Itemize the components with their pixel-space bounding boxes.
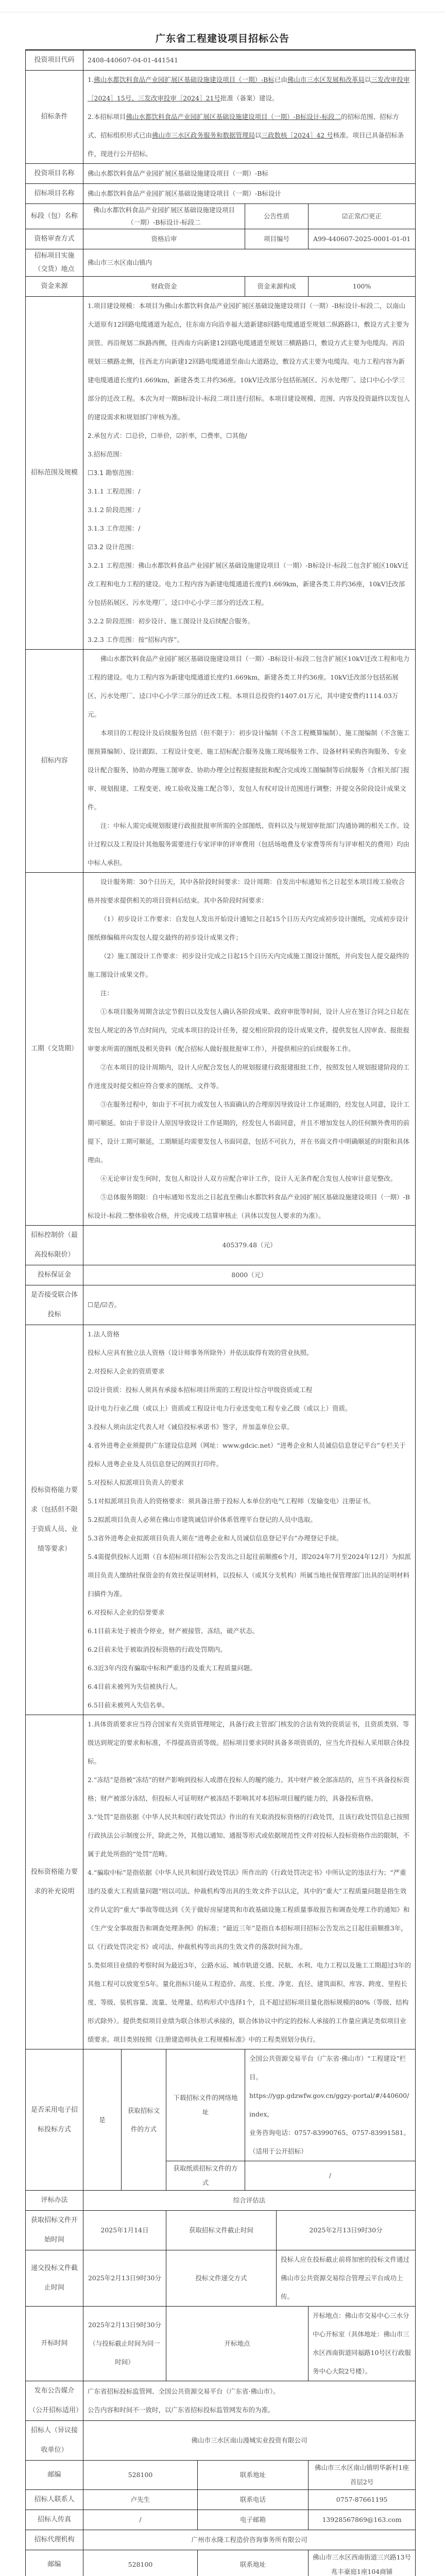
row-consortium [26,1285,416,1325]
content-paragraph: 本项目的工程设计及后续服务包括（但不限于）：初步设计编制（不含工程概算编制）、施工图编制（不含施工图预算编制）、设计跟踪、工程设计变更、施工招标配合服务及施工现场服务工作、设备材料采购咨询服务、专业设计配合服务，协助办理施工图审查、协助办理全过程报建报批和配合完成竣工图编制等后续服务（含相关部门报审、规划报建、工程变更、竣工验收及施工配合等），发包人有权对设计范围进行调整；并提交各阶段设计成果文件。 [88,724,411,817]
supplement-line: 1.具体资质要求应当符合国家有关资质管理规定，具备行政主管部门核发的合法有效的资质证书，且资质类别、等级达到规定的要求和标准，不得提高资质等级。招标项目要求同时具备多项资质的，应当允许投标人采用联合体投标。 [88,1715,411,1771]
requirement-line: 5.4需提供投标人近期（自本招标项目招标公告发出之日起往前顺推6个月，即2024年7月至2024年12月）为拟派项目负责人缴纳社保资金的有效社保证明材料，以投标人（或其分支机构）所属当地社保管理部门出具的证明材料扫描件为准。 [88,1548,411,1603]
label-opening-place: 开标地点 [166,2307,309,2381]
value-doc-start: 2025年1月14日 [83,2211,166,2250]
schedule-paragraph: ②在本项目的设计周期内，设计人应配合发包人的规划报建行政报建报批工作，按照发包人规划报建阶段的工作进度及时提交相应符合要求的图纸、文件等。 [88,1058,411,1095]
row-qualification [26,229,416,249]
scope-line: 3.1.1 工程范围：/ [88,482,411,501]
text: 以 [255,131,262,139]
content-paragraph: 注：中标人需完成规划报建行政报批报审所需的全部图纸、资料以及与规划审批部门沟通协调的相关工作。设计过程以及工程设计其他服务需要进行专家评审的评审费用（包括场地费及专家费等所有与评审相关的费用）均由中标人承担。 [88,817,411,872]
text: 批准（备案）建设。 [220,94,279,102]
approval-doc: 三政数核［2024］42 号 [262,131,333,139]
requirement-line: 6.2目前未处于被取消投标资格的行政处罚期内。 [88,1640,411,1659]
row-funding [26,277,416,297]
row-doc-period [26,2211,416,2250]
schedule-paragraph: ③在服务过程中，如由于不可抗力或发包人书面确认的合理原因导致设计工作延期的，经发包人同意，设计工期可顺延。如由于非设计人原因导致设计工作延期的，经发包人书面同意，并且不增加发包人的任何额外费用的前提下，设计工期可顺延，工期顺延均需要发包人书面同意，包括不可抗力，并在书面文件中明确顺延的时限和具体理由。 [88,1095,411,1170]
label-bidder-requirements: 投标资格能力要求（包括但不限于资质人员、业绩等要求） [26,1325,83,1715]
label-funding-composition: 资金来源构成 [245,277,309,297]
supplement-line: 2.“冻结”是指被“冻结”的财产影响到投标人或潜在投标人的履约能力。其中财产被全部冻结的，应当不具备投标资格；财产被部分冻结，但投标人可证明财产被冻结不影响其对本招标项目履约能力的，具备投标资格。 [88,1771,411,1808]
value-agency-postcode: 528100 [83,2550,198,2576]
value-tenderer: 佛山市三水区南山漫城实业投资有限公司 [83,2421,416,2461]
row-investment-code [26,50,416,71]
approval-authority: 佛山市三水区政务服务和数据管理局 [152,131,255,139]
label-schedule: 工期（交货期） [26,873,83,1226]
requirement-line: 6.对投标人企业的信誉要求 [88,1603,411,1622]
scope-line: 1.项目建设规模：本项目为佛山水都饮料食品产业园扩展区基础设施建设项目（一期）-B标设计-标段二，以南山大道原有12回路电缆通道为起点，往东南方向沿幸福大道新建8回路电缆通道至规划二纵路路口，敷设方式主要为顶管。再沿规划二纵路西侧，往西南方向新建12回路电缆通道至规划三横路路口，敷设方式主要为电缆沟。再沿规划三横路北侧，往西北方向新建12回路电缆通道至南山大道路边，敷设方式主要为电缆沟。电力工程内容为新建电缆通道长度约1.669km，新建各类工井约36座。10kV迁改部分包括拓展区、污水处理厂、迳口中心小学三部分的迁改工程。本次为对一期B标设计-标段二项目进行招标。本项目建设规模、范围、内容及投资最终以发包人的建设需求和规划部门审核为准。 [88,297,411,427]
scope-line: ☐3.1 勘察范围： [88,464,411,482]
text: 的招标范围、招标方式、招标组织形式已由 [88,113,399,139]
value-project-name: 佛山水都饮料食品产业园扩展区基础设施建设项目（一期）-B标设计 [83,184,416,204]
value-submission: 2025年2月13日9时30分 [83,2250,166,2307]
label-address: 联系地址 [198,2461,309,2490]
scope-line: 3.2.3 工作范围：按“招标内容”。 [88,631,411,649]
value-agency-address: 佛山市三水区西南街道三兴路13号兆丰豪庭1座104商铺 [309,2550,416,2576]
requirement-line: 投标人应具有独立法人资格（设计师事务所除外）并依法取得有效的营业执照。 [88,1344,411,1362]
value-supplement [83,1715,416,2049]
value-scope [83,297,416,650]
value-submission-method: 投标人应在投标截止前将加密的投标文件通过佛山市公共资源交易综合管理云平台成功上传。 [277,2250,416,2307]
value-opening: 2025年2月13日9时30分（与投标截止时间为同一时间） [83,2307,166,2381]
row-tenderer-postcode [26,2461,416,2490]
label-postcode: 邮编 [26,2461,83,2490]
supplement-line: 5.类似项目业绩的考察时间为最近3年，公路水运、城市轨道交通、民航、水利、电力工程以及施工工期超过3年的其他工程可以放宽至5年。量化指标只能从工程造价、高度、长度、净宽、直径、建筑面积、库容、跨度、里程长度、等级、装机容量、流量、处理量、结构形式中选择1个，且不超过招标项目量化指标规模的80%（等级、结构形式除外）。提供类似项目业绩为联合体形式承接的，联合体协议中约定的投标人承接的工作量应满足类似项目业绩要求。项目类别按照《注册建造师执业工程规模标准》中的工程类别划分执行。 [88,1956,411,2049]
label-notice-nature: 公告性质 [245,204,309,229]
row-media [26,2381,416,2421]
label-contact-person: 招标人联系人 [26,2490,83,2510]
project-ref: 佛山水都饮料食品产业园扩展区基础设施建设项目（一期）-B标 [94,76,275,83]
scope-line: 3.1.3 工作范围：/ [88,519,411,538]
value-contact-person: 卢先生 [83,2490,198,2510]
label-section: 标段（包）名称 [26,204,83,229]
label-content: 招标内容 [26,650,83,873]
label-scope: 招标范围及规模 [26,297,83,650]
label-agency: 招标代理机构 [26,2530,83,2550]
value-postcode: 528100 [83,2461,198,2490]
scope-line: 3.2.2 阶段范围：初步设计、施工图设计及后续配合服务。 [88,612,411,631]
label-funding: 资金来源 [26,277,83,297]
label-evaluation: 评标办法 [26,2191,83,2211]
requirement-line: 1.法人资格 [88,1325,411,1344]
label-opening: 开标时间 [26,2307,83,2381]
media-line: 公告内容和时间不一致时，以广东省招标投标监管网发布的为准。 [88,2401,411,2419]
requirement-line: 6.3近3年内没有骗取中标和严重违约及重大工程质量问题。 [88,1659,411,1677]
row-investment-name [26,164,416,184]
value-notice-nature: ☑正常/☐更正 [309,204,416,229]
schedule-paragraph: 注： [88,984,411,1003]
label-doc-method: 获取招标文件的方式 [122,2049,166,2191]
row-tenderer [26,2421,416,2461]
supplement-line: 4.“骗取中标”是指依据《中华人民共和国行政处罚法》所作出的《行政处罚决定书》中所认定的违法行为；“严重违约及重大工程质量问题”则以司法、仲裁机构等出具的生效文件予以认定，其中的“重大”工程质量问题是指生效文件认定的“重大”事故等级达到《关于做好房屋建筑和市政基础设施工程质量事故报告和调查处理工作的通知》和《生产安全事故报告和调查处理条例》的标准；“最近三年”是指自本招标项目招标公告发出之日起往前顺推3年，以《行政处罚决定书》或司法、仲裁机构等出具的生效文件的落款时间为准。 [88,1863,411,1956]
label-location: 招标项目实施（交货）地点 [26,249,83,277]
label-qualification: 资格审查方式 [26,229,83,249]
requirement-line: 6.1目前未处于被责令停业，财产被接管、冻结，破产状态。 [88,1622,411,1640]
value-conditions [83,71,416,164]
value-section: 佛山水都饮料食品产业园扩展区基础设施建设项目（一期）-B标设计-标段二 [83,204,245,229]
schedule-paragraph: 设计服务期：30个日历天，其中各阶段时间要求：设计周期：自发出中标通知书之日起至本项目竣工验收合格并按要求提供相关的项目资料后结束。其中各阶段时间要求： [88,873,411,910]
requirement-line: 5.1对拟派项目负责人的资格要求：须具备注册于投标人本单位的电气工程师（发输变电）注册证书。 [88,1492,411,1511]
row-project-name [26,184,416,204]
page-title: 广东省工程建设项目招标公告 [0,31,445,45]
value-location: 佛山市三水区南山镇内 [83,249,416,277]
scope-line: 3.招标范围： [88,445,411,464]
text: 2.本招标项目 [88,113,126,121]
row-evaluation [26,2191,416,2211]
schedule-paragraph: （1）初步设计工作要求：自发包人发出开始设计通知之日起15个日历天内完成初步设计图纸，完成初步设计图纸修编稿并向发包人提交最终的初步设计成果文件； [88,910,411,947]
label-control-price: 招标控制价（最高投标限价） [26,1226,83,1265]
label-bid-bond: 投标保证金 [26,1265,83,1285]
value-download-url [245,2049,416,2161]
value-paper-doc: / [245,2161,416,2191]
value-control-price: 405379.48（元） [83,1226,416,1265]
row-tenderer-person [26,2490,416,2510]
label-submission-method: 投标文件递交方式 [166,2250,277,2307]
requirement-line: 4.省外进粤企业须提供广东建设信息网（网址：www.gdcic.net）“进粤企业和人员诚信信息登记平台”专栏关于投标人进粤企业及人员信息登记的网页打印件。 [88,1436,411,1473]
row-opening [26,2307,416,2381]
row-agency [26,2530,416,2550]
requirement-line: 5.2拟派项目负责人必须在佛山市建筑诚信评价体系管理平台登记的人员中选取。 [88,1511,411,1529]
text: 已由 [275,76,287,83]
label-doc-start: 获取招标文件开始时间 [26,2211,83,2250]
text: 以 [365,76,371,83]
value-consortium: ☐是/☑否。 [83,1285,416,1325]
value-fax: / [83,2510,198,2530]
value-funding: 财政资金 [83,277,245,297]
value-media [83,2381,416,2421]
value-evaluation: 综合评估法 [83,2191,416,2211]
row-bidder-requirements [26,1325,416,1715]
label-submission: 递交投标文件截止时间 [26,2250,83,2307]
download-line: （适用于公开招标） [249,2142,411,2161]
row-content [26,650,416,873]
value-investment-name: 佛山水都饮料食品产业园扩展区基础设施建设项目（一期）-B标 [83,164,416,184]
value-address: 佛山市三水区南山镇明华新村1座首层2号 [309,2461,416,2490]
scope-line: 2.承包方式：☐总价，☐单价，☑折率，☐费率，☐其他/ [88,427,411,445]
row-control-price [26,1226,416,1265]
scope-line: ☑3.2 设计范围： [88,538,411,556]
download-line: 全国公共资源交易平台（广东省·佛山市）“工程建设”栏目。 [249,2049,411,2087]
row-section [26,204,416,229]
value-doc-end: 2025年2月13日9时30分 [277,2211,416,2250]
schedule-paragraph: （2）施工图设计工作要求：初步设计完成之日起15个日历天内完成施工图设计图纸，并向发包人提交最终的施工图设计成果文件。 [88,947,411,984]
label-project-name: 招标项目名称 [26,184,83,204]
content-paragraph: 佛山水都饮料食品产业园扩展区基础设施建设项目（一期）-B标设计-标段二包含扩展区10kV迁改工程和电力工程的建设。电力工程内容为新建电缆通道长度约1.669km，新建各类工井约36座。10kV迁改部分包括拓展区、污水处理厂、迳口中心小学三部分的迁改工程。本项目总投资约1407.01万元，其中建安费约1114.03万元。 [88,650,411,724]
requirement-line: 3.投标人须由法定代表人对《诚信投标承诺书》签字，并加盖单位公章。 [88,1418,411,1436]
download-line: 业务咨询电话：0757-83990765、0757-83991581。 [249,2124,411,2142]
row-agency-postcode [26,2550,416,2576]
value-bid-bond: 8000（元） [83,1265,416,1285]
value-agency: 广州市永隆工程造价咨询事务所有限公司 [83,2530,416,2550]
row-tenderer-fax [26,2510,416,2530]
schedule-paragraph: ①本项目服务周期含法定节假日以及发包人确认各阶段成果、政府审批等时间，设计人应在签订合同之日起在发包人规定的各节点时间内，完成本项目的设计任务，提交相应阶段的设计成果文件，提供发包人因审查、报批报审要求所需的图纸及相关资料（配合招标人做好报批报审工作），并提供相应的后续服务工作。 [88,1003,411,1058]
label-download-url: 下载招标文件的网络地址 [166,2049,245,2161]
approval-doc: 三发改审投审［2024］15号、三发改审投审［2024］21号 [88,76,409,102]
requirement-line: 6.4目前未被列为失信被执行人。 [88,1677,411,1696]
value-funding-composition: 100% [309,277,416,297]
row-supplement [26,1715,416,2049]
label-email: 电子邮箱 [198,2510,309,2530]
supplement-line: 3.“处罚”是指依据《中华人民共和国行政处罚法》作出的有关取消投标资格的行政处罚，且该行政处罚信息已按照行政执法公示制度公开，除此之外，其他以通知、通报等形式或依据规范性文件对投标人投标资格作出的限制，不属于此处所指的“处罚”范畴。 [88,1808,411,1863]
label-paper-doc: 获取纸质招标文件的方式 [166,2161,245,2191]
label-electronic: 是否采用电子招标投标方式 [26,2049,83,2191]
label-supplement: 投标资格能力要求的补充说明 [26,1715,83,2049]
label-doc-end: 获取招标文件截止时间 [166,2211,277,2250]
label-agency-address: 联系地址 [198,2550,309,2576]
approval-authority: 佛山市三水区发展和改革局 [287,76,365,83]
value-project-code: A99-440607-2025-0001-01-01 [309,229,416,249]
row-schedule [26,873,416,1226]
requirement-line: 5.3省外进粤企业拟派项目负责人须在“进粤企业和人员诚信信息登记平台”办理登记手续。 [88,1529,411,1548]
label-investment-code: 投资项目代码 [26,50,83,71]
row-electronic [26,2049,416,2161]
scope-line: 3.1.2 阶段范围：/ [88,501,411,519]
value-content [83,650,416,873]
value-phone: 0757-87661195 [309,2490,416,2510]
requirement-line: 5.对投标人拟派项目负责人的要求 [88,1473,411,1492]
media-line: 广东省招标投标监管网、全国公共资源交易平台（广东省·佛山市）。 [88,2382,411,2401]
label-fax: 招标人传真 [26,2510,83,2530]
label-agency-postcode: 邮编 [26,2550,83,2576]
tender-notice-table [25,49,416,2576]
scope-line: 3.2.1 工程范围：佛山水都饮料食品产业园扩展区基础设施建设项目（一期）-B标设计-标段二包含扩展区10kV迁改工程和电力工程的建设。电力工程内容为新建电缆通道长度约1.669km，新建各类工井约36座，10kV迁改部分包括拓展区、污水处理厂、迳口中心小学三部分的迁改工程。 [88,556,411,612]
label-tenderer: 招标人（异议接收单位） [26,2421,83,2461]
value-opening-place: 开标地点：佛山市交易中心三水分中心开标室（具体地址：佛山市三水区西南街道同福路10号区行政服务中心大院2号楼）。 [309,2307,416,2381]
requirement-line: 设计电力行业乙级（或以上）资质或工程设计电力行业送变电工程专业乙级（或以上）资质。 [88,1399,411,1418]
row-scope [26,297,416,650]
label-project-code: 项目编号 [245,229,309,249]
label-consortium: 是否接受联合体投标 [26,1285,83,1325]
value-email[interactable]: 13928567869@163.com [309,2510,416,2530]
text: 核准。项目已具备招标条件，现进行公开招标。 [88,131,404,158]
schedule-paragraph: ⑤总体服务期限：自中标通知书发出之日起直至佛山水都饮料食品产业园扩展区基础设施建设项目（一期）-B标设计-标段二整体验收合格，并完成竣工结算审核止（具体以发包人要求的为准）。 [88,1188,411,1225]
schedule-paragraph: ④无论审计发生何时，发包人和设计人双方应配合审计工作，设计人无条件配合发包人按审计意见整改。 [88,1170,411,1188]
download-link[interactable]: https://ygp.gdzwfw.gov.cn/ggzy-portal/#/440600/index， [249,2087,411,2124]
value-qualification: 资格后审 [83,229,245,249]
value-electronic: 是 [83,2049,122,2191]
row-bid-bond [26,1265,416,1285]
value-investment-code: 2408-440607-04-01-441541 [83,50,416,71]
label-phone: 联系电话 [198,2490,309,2510]
label-investment-name: 投资项目名称 [26,164,83,184]
requirement-line: 2.对投标人企业的资质要求 [88,1362,411,1381]
project-ref: 佛山水都饮料食品产业园扩展区基础设施建设项目（一期）-B标设计-标段二 [126,113,341,121]
row-conditions [26,71,416,164]
row-submission [26,2250,416,2307]
requirement-line: 6.5目前未被列入失信名单。 [88,1696,411,1715]
requirement-line: ☑设计资质：投标人须具有承接本招标项目所需的工程设计综合甲级资质或工程 [88,1381,411,1399]
value-schedule [83,873,416,1226]
text: 1. [88,76,94,83]
label-conditions: 招标条件 [26,71,83,164]
label-media: 发布公告媒介（公开招标适用） [26,2381,83,2421]
value-bidder-requirements [83,1325,416,1715]
row-location [26,249,416,277]
